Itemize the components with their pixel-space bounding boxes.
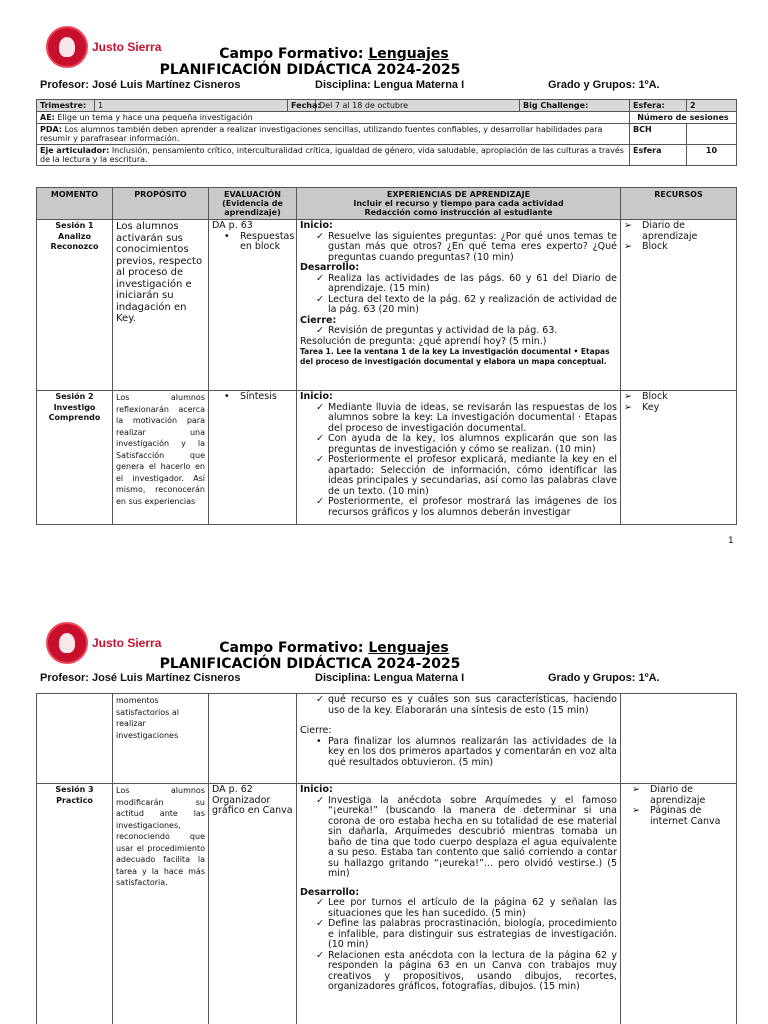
- planning-table: [36, 187, 737, 525]
- page-subtitle: PLANIFICACIÓN DIDÁCTICA 2024-2025: [159, 656, 461, 672]
- session-1-experiences: Inicio: ✓ Resuelve las siguientes preguntas: ¿Por qué unos temas te gustan más que otros? ¿En qué tema eres experto? ¿Qué preguntas cuando preguntas? (10 min) Desarrollo: ✓ Realiza las actividades de las págs. 60 y 61 del Diario de aprendizaje. (15 min) ✓ Lectura del texto de la pág. 62 y realización de actividad de la pág. 63 (20 min) Cierre: ✓ Revisión de preguntas y actividad de la pág. 63. Resolución de pregunta: ¿qué aprendí hoy? (5 min.) Tarea 1. Lee la ventana 1 de la key La investigación documental • Etapas del proceso de investigación documental y elabora un mapa conceptual.: [297, 220, 621, 391]
- planning-table-continued: [36, 693, 737, 1024]
- table-row: [37, 391, 737, 525]
- pda-row: PDA: Los alumnos también deben aprender a realizar investigaciones sencillas, utilizando fuentes confiables, y desarrollar habilidades para resumir y parafrasear información.: [37, 124, 630, 145]
- col-momento: MOMENTO: [37, 188, 113, 220]
- col-recursos: RECURSOS: [621, 188, 737, 220]
- session-2-purpose: Los alumnos reflexionarán acerca la motivación para realizar una investigación y la Satisfacción que genera el hacerlo en el investigador. Así mismo, reconocerán en sus experiencias: [113, 391, 209, 525]
- page-subtitle: PLANIFICACIÓN DIDÁCTICA 2024-2025: [159, 62, 461, 78]
- teacher-name: Profesor: José Luis Martínez Cisneros: [40, 79, 241, 91]
- session-2-resources: ➢ Block ➢ Key: [621, 391, 737, 525]
- session-1-purpose: Los alumnos activarán sus conocimientos previos, respecto al proceso de investigación e iniciarán su indagación en Key.: [113, 220, 209, 391]
- eje-row: Eje articulador: Inclusión, pensamiento crítico, interculturalidad crítica, igualdad de género, vida saludable, apropiación de las culturas a través de la lectura y la escritura.: [37, 145, 630, 166]
- col-evaluacion: EVALUACIÓN (Evidencia de aprendizaje): [209, 188, 297, 220]
- discipline: Disciplina: Lengua Materna I: [315, 79, 465, 91]
- logo-text: Justo Sierra: [92, 40, 162, 54]
- session-1-evaluation: DA p. 63 • Respuestas en block: [209, 220, 297, 391]
- session-2-purpose-cont: momentos satisfactorios al realizar investigaciones: [113, 694, 209, 784]
- info-table: Trimestre: 1 Fecha: Del 7 al 18 de octubre Big Challenge: Esfera: 2 AE: Elige un tema y hace una pequeña investigación Número de sesiones PDA: Los alumnos también deben aprender a realizar investigaciones sencillas, utilizando fuentes confiables, y desarrollar habilidades para resumir y parafrasear información. BCH Eje articulador: Inclusión, pensamiento crítico, interculturalidad crítica, igualdad de género, vida saludable, apropiación de las culturas a través de la lectura y la escritura. Esfera 10: [36, 99, 737, 166]
- session-1-label: Sesión 1 Analizo Reconozco: [37, 220, 113, 391]
- grade-group: Grado y Grupos: 1ºA.: [548, 672, 660, 684]
- page-title: Campo Formativo: Lenguajes: [219, 640, 449, 656]
- session-1-resources: ➢ Diario de aprendizaje ➢ Block: [621, 220, 737, 391]
- session-3-label: Sesión 3 Practico: [37, 784, 113, 1024]
- table-row: [37, 220, 737, 391]
- page-number: 1: [728, 536, 734, 546]
- grade-group: Grado y Grupos: 1ºA.: [548, 79, 660, 91]
- session-2-evaluation: • Síntesis: [209, 391, 297, 525]
- logo-text: Justo Sierra: [92, 636, 162, 650]
- page-title: Campo Formativo: Lenguajes: [219, 46, 449, 62]
- session-2-experiences-cont: ✓ qué recurso es y cuáles son sus características, haciendo uso de la key. Elaborarán una síntesis de esto (15 min) Cierre: • Para finalizar los alumnos realizarán las actividades de la key en los dos primeros apartados y comentarán en voz alta qué resultados obtuvieron. (5 min): [297, 694, 621, 784]
- discipline: Disciplina: Lengua Materna I: [315, 672, 465, 684]
- session-2-label: Sesión 2 Investigo Comprendo: [37, 391, 113, 525]
- col-experiencias: EXPERIENCIAS DE APRENDIZAJE Incluir el recurso y tiempo para cada actividad Redacción como instrucción al estudiante: [297, 188, 621, 220]
- document-page-2: [0, 612, 768, 1024]
- col-proposito: PROPÓSITO: [113, 188, 209, 220]
- table-row: [37, 784, 737, 1024]
- table-row: [37, 694, 737, 784]
- session-2-experiences: Inicio: ✓ Mediante lluvia de ideas, se revisarán las respuestas de los alumnos sobre la key: La investigación documental · Etapas del proceso de investigación documental. ✓ Con ayuda de la key, los alumnos explicarán que son las preguntas de investigación y cómo se realizan. (10 min) ✓ Posteriormente el profesor explicará, mediante la key en el apartado: Selección de información, cómo identificar las ideas principales y secundarias, así como las palabras clave de un texto. (10 min) ✓ Posteriormente, el profesor mostrará las imágenes de los recursos gráficos y los alumnos deberán investigar: [297, 391, 621, 525]
- session-3-purpose: Los alumnos modificarán su actitud ante las investigaciones, reconociendo que usar el procedimiento adecuado facilita la tarea y la hace más satisfactoria.: [113, 784, 209, 1024]
- session-3-evaluation: DA p. 62 Organizador gráfico en Canva: [209, 784, 297, 1024]
- ae-row: AE: Elige un tema y hace una pequeña investigación: [37, 112, 630, 124]
- teacher-name: Profesor: José Luis Martínez Cisneros: [40, 672, 241, 684]
- page-gap: [0, 552, 768, 612]
- session-3-experiences: Inicio: ✓ Investiga la anécdota sobre Arquímedes y el famoso “¡eureka!” (buscando la manera de determinar si una corona de oro estaba hecha en su totalidad de ese material sin dañarla, Arquímedes descubrió mientras tomaba un baño de tina que todo cuerpo desplaza el agua equivalente a su peso. Estaba tan contento que salió corriendo a contar su hallazgo gritando “¡eureka!”... pero olvidó vestirse.) (5 min) Desarrollo: ✓ Lee por turnos el artículo de la página 62 y señalan las situaciones que les han sucedido. (5 min) ✓ Define las palabras procrastinación, biología, procedimiento e infalible, para distinguir sus estrategias de investigación. (10 min) ✓ Relacionen esta anécdota con la lectura de la página 62 y responden la página 63 en un Canva con trabajos muy creativos y propositivos, usando dibujos, recortes, organizadores gráficos, fotografías, dibujos. (15 min): [297, 784, 621, 1024]
- session-3-resources: ➢ Diario de aprendizaje ➢ Páginas de internet Canva: [621, 784, 737, 1024]
